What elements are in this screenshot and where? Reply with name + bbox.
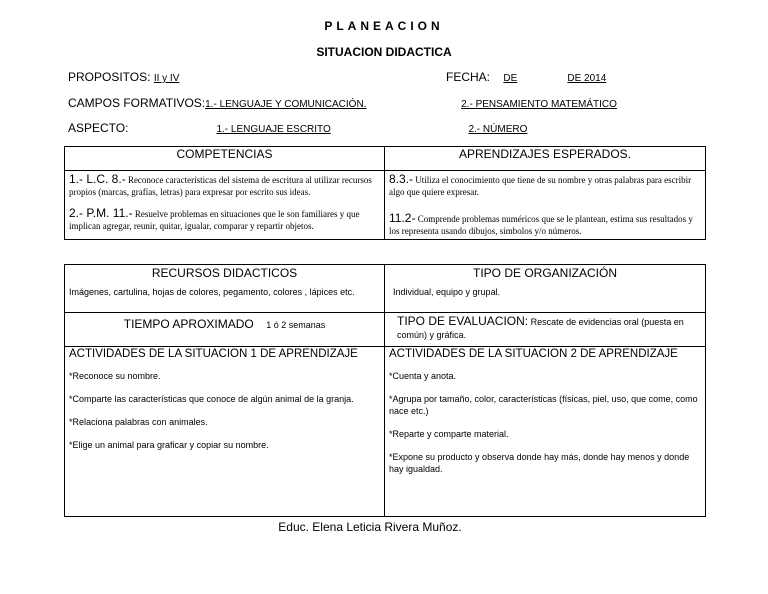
campo-2: 2.- PENSAMIENTO MATEMÁTICO xyxy=(461,99,617,110)
actividades-2-cell xyxy=(385,347,706,517)
evaluacion-cell xyxy=(385,313,706,347)
activity-item: *Agrupa por tamaño, color, características (físicas, piel, uso, que come, como nace etc.) xyxy=(389,394,698,416)
signature: Educ. Elena Leticia Rivera Muñoz. xyxy=(278,520,462,534)
tipo-organizacion-cell xyxy=(385,265,706,313)
activity-item: *Cuenta y anota. xyxy=(389,371,457,381)
actividades-1-cell xyxy=(65,347,385,517)
tiempo-label: TIEMPO APROXIMADO xyxy=(123,317,254,331)
tiempo-value: 1 ó 2 semanas xyxy=(266,320,326,330)
aspecto-1: 1.- LENGUAJE ESCRITO xyxy=(216,124,331,135)
competencias-cell xyxy=(65,171,385,240)
aspecto-row xyxy=(68,121,527,135)
activity-item: *Expone su producto y observa donde hay más, donde hay menos y donde hay igualdad. xyxy=(389,452,690,474)
propositos-value: II y IV xyxy=(153,73,180,84)
aprendizaje-1: 8.3.- Utiliza el conocimiento que tiene de su nombre y otras palabras para escribir algo que quiere expresar. xyxy=(389,172,692,197)
tipo-organizacion-text: Individual, equipo y grupal. xyxy=(393,287,501,297)
activity-item: *Relaciona palabras con animales. xyxy=(69,417,208,427)
propositos-label: PROPOSITOS: xyxy=(68,70,151,84)
page-title: PLANEACION xyxy=(324,19,444,33)
activity-item: *Reparte y comparte material. xyxy=(389,429,509,439)
fecha-day: DE xyxy=(503,73,518,84)
actividades-1-list xyxy=(65,370,384,451)
competencias-header: COMPETENCIAS xyxy=(65,147,385,171)
aspecto-2: 2.- NÚMERO xyxy=(468,124,528,135)
fecha-year: DE 2014 xyxy=(567,73,607,84)
campo-1: 1.- LENGUAJE Y COMUNICACIÓN. xyxy=(205,99,367,110)
fecha-row xyxy=(446,70,606,84)
evaluacion-value: Rescate de evidencias oral (puesta en común) y gráfica. xyxy=(397,317,684,340)
actividades-1-header: ACTIVIDADES DE LA SITUACION 1 DE APRENDIZAJE xyxy=(69,348,358,360)
competencia-1: 1.- L.C. 8.- Reconoce características del sistema de escritura al utilizar recursos propios (marcas, grafías, letras) para expresar por escrito sus ideas. xyxy=(69,172,372,197)
page-subtitle: SITUACION DIDACTICA xyxy=(316,45,452,59)
competencia-2: 2.- P.M. 11.- Resuelve problemas en situaciones que le son familiares y que implican agregar, reunir, quitar, igualar, comparar y repartir objetos. xyxy=(69,206,360,231)
campos-label: CAMPOS FORMATIVOS: xyxy=(68,96,206,110)
propositos-row xyxy=(68,70,179,84)
activity-item: *Reconoce su nombre. xyxy=(69,371,161,381)
recursos-text: Imágenes, cartulina, hojas de colores, pegamento, colores , lápices etc. xyxy=(69,287,355,297)
activity-item: *Comparte las características que conoce de algún animal de la granja. xyxy=(69,394,354,404)
aprendizaje-2: 11.2- Comprende problemas numéricos que se le plantean, estima sus resultados y los representa usando dibujos, símbolos y/o números. xyxy=(389,211,693,236)
tiempo-cell xyxy=(65,313,385,347)
tipo-organizacion-header: TIPO DE ORGANIZACIÓN xyxy=(472,266,617,280)
aprendizajes-header: APRENDIZAJES ESPERADOS. xyxy=(385,147,706,171)
campos-row xyxy=(68,96,617,110)
recursos-header: RECURSOS DIDACTICOS xyxy=(151,266,298,280)
aprendizajes-cell xyxy=(385,171,706,240)
evaluacion-label: TIPO DE EVALUACION: xyxy=(397,314,529,328)
actividades-2-list xyxy=(385,370,705,475)
recursos-table xyxy=(64,264,706,517)
aspecto-label: ASPECTO: xyxy=(68,121,129,135)
actividades-2-header: ACTIVIDADES DE LA SITUACION 2 DE APRENDIZAJE xyxy=(389,348,678,360)
recursos-cell xyxy=(65,265,385,313)
activity-item: *Elige un animal para graficar y copiar su nombre. xyxy=(69,440,269,450)
fecha-label: FECHA: xyxy=(446,70,491,84)
competencias-table xyxy=(64,146,706,240)
